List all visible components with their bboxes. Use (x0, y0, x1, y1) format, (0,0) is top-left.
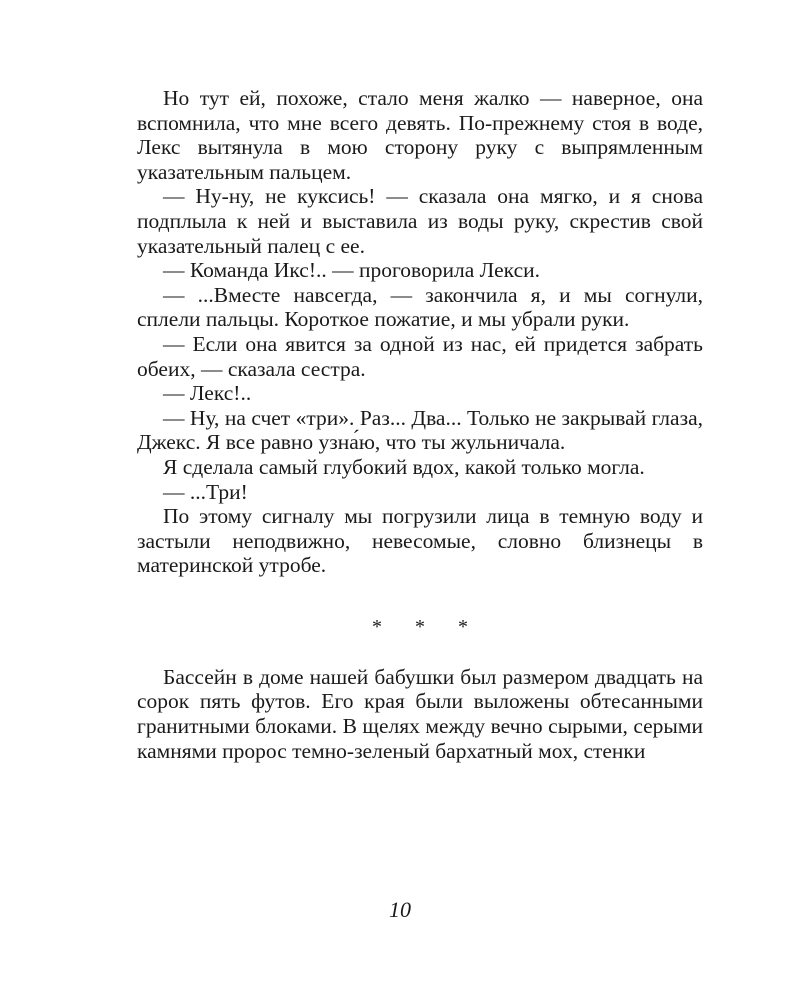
paragraph: — Ну, на счет «три». Раз... Два... Только не закрывай глаза, Джекс. Я все равно узна́ю, что ты жульничала. (137, 405, 703, 455)
section-break: * * * (372, 615, 482, 638)
paragraph: — Команда Икс!.. — проговорила Лекси. (163, 258, 540, 283)
paragraph: — Если она явится за одной из нас, ей придется забрать обеих, — сказала сестра. (137, 331, 703, 381)
paragraph: Бассейн в доме нашей бабушки был размером двадцать на сорок пять футов. Его края были выложены обтесанными гранитными блоками. В щелях между вечно сырыми, серыми камнями пророс темно-зеленый бархатный мох, стенки (137, 664, 703, 763)
page-number: 10 (389, 897, 411, 922)
paragraph: — Лекс!.. (163, 381, 252, 406)
paragraph: — ...Вместе навсегда, — закончила я, и мы согнули, сплели пальцы. Короткое пожатие, и мы убрали руки. (137, 282, 703, 332)
paragraph: По этому сигналу мы погрузили лица в темную воду и застыли неподвижно, невесомые, словно близнецы в материнской утробе. (137, 504, 703, 578)
paragraph: — ...Три! (163, 479, 248, 504)
page-body (137, 86, 703, 763)
paragraph: Я сделала самый глубокий вдох, какой только могла. (163, 454, 645, 479)
paragraph: — Ну-ну, не куксись! — сказала она мягко, и я снова подплыла к ней и выставила из воды руку, скрестив свой указательный палец с ее. (137, 184, 703, 258)
paragraph: Но тут ей, похоже, стало меня жалко — наверное, она вспомнила, что мне всего девять. По-прежнему стоя в воде, Лекс вытянула в мою сторону руку с выпрямленным указательным пальцем. (137, 86, 703, 184)
